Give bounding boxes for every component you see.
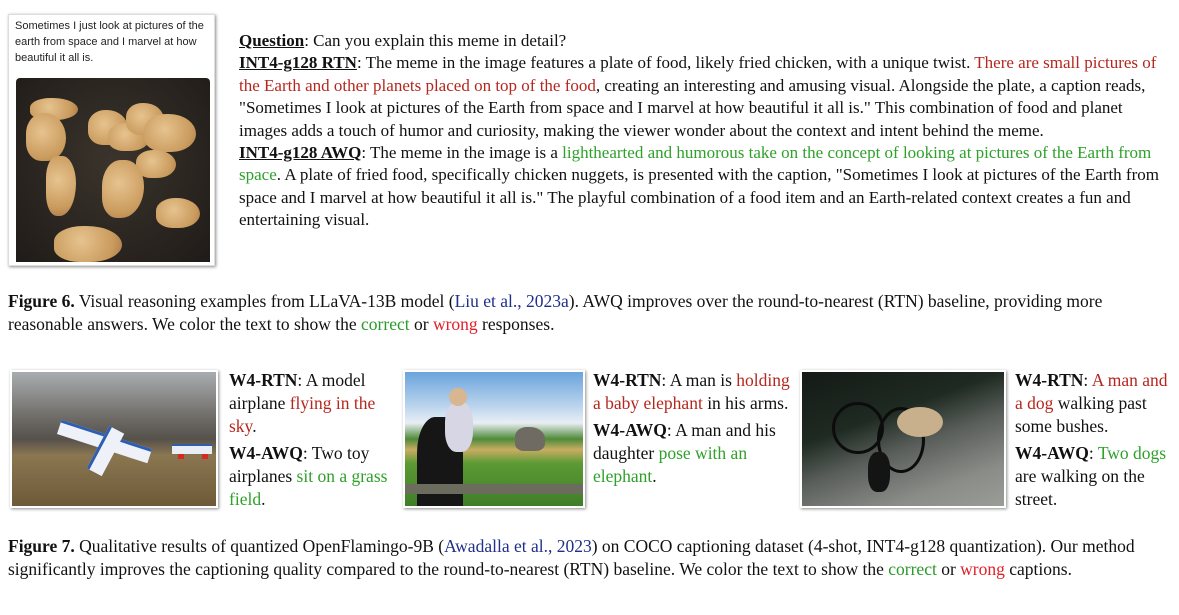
- citation-link[interactable]: Liu et al., 2023a: [454, 291, 569, 311]
- figure6-qa-text: [239, 30, 1169, 232]
- caption-text: ). AWQ improves over the round-to-nearest (RTN) baseline, providing more reasonable answers. We color the text to show the: [8, 291, 1103, 334]
- caption-text: captions.: [1004, 559, 1072, 579]
- question-label: Question: [239, 31, 305, 50]
- caption-text: Visual reasoning examples from LLaVA-13B model (: [74, 291, 455, 311]
- awq-label: W4-AWQ: [229, 443, 303, 463]
- airplanes-photo: [10, 370, 218, 508]
- meme-caption-text: Sometimes I just look at pictures of the earth from space and I marvel at how beautiful it all is.: [15, 20, 204, 64]
- rtn-text: .: [252, 416, 257, 436]
- rtn-text-after: , creating an interesting and amusing visual. Alongside the plate, a caption reads, "Sometimes I look at pictures of the Earth from space and I marvel at how beautiful it all is." This combination of food and planet images adds a touch of humor and curiosity, making the viewer wonder about the context and intent behind the meme.: [239, 75, 1146, 140]
- citation-link[interactable]: Awadalla et al., 2023: [444, 536, 592, 556]
- dogs-photo: [800, 370, 1006, 508]
- wrong-label: wrong: [960, 559, 1005, 579]
- caption-text: responses.: [477, 314, 555, 334]
- rtn-label: W4-RTN: [593, 370, 662, 390]
- awq-label: INT4-g128 AWQ: [239, 143, 362, 163]
- awq-label: W4-AWQ: [1015, 443, 1089, 463]
- rtn-text: : A model airplane: [229, 370, 366, 413]
- rtn-wrong-text: There are small pictures of the Earth and other planets placed on top of the food: [239, 53, 1157, 95]
- rtn-wrong-text: holding a baby elephant: [593, 370, 790, 413]
- awq-correct-text: sit on a grass field: [229, 466, 388, 509]
- example-dogs-text: [1015, 369, 1175, 511]
- rtn-label: W4-RTN: [1015, 370, 1084, 390]
- question-text: : Can you explain this meme in detail?: [304, 31, 567, 50]
- caption-text: ) on COCO captioning dataset (4-shot, INT4-g128 quantization). Our method significantly improves the captioning quality compared to the round-to-nearest (RTN) baseline. We color the text to show the: [8, 536, 1135, 579]
- awq-text-before: : The meme in the image is a: [361, 143, 563, 163]
- rtn-text-before: : The meme in the image features a plate of food, likely fried chicken, with a unique twist.: [356, 53, 975, 73]
- awq-text: .: [652, 466, 657, 486]
- figure7-label: Figure 7.: [8, 536, 75, 556]
- correct-label: correct: [888, 559, 937, 579]
- rtn-label: W4-RTN: [229, 370, 298, 390]
- awq-answer: [239, 142, 1169, 232]
- rtn-answer: [239, 52, 1169, 142]
- rtn-wrong-text: flying in the sky: [229, 393, 376, 436]
- awq-text-after: . A plate of fried food, specifically chicken nuggets, is presented with the caption, "Sometimes I look at pictures of the Earth from space and I marvel at how beautiful it all is." The playful combination of a food item and an Earth-related context creates a fun and entertaining visual.: [239, 165, 1159, 230]
- nuggets-photo: [16, 78, 210, 262]
- wrong-label: wrong: [432, 314, 478, 334]
- awq-text: :: [1088, 443, 1098, 463]
- example-elephant-text: [593, 369, 793, 488]
- elephant-photo: [403, 370, 585, 508]
- figure7-caption: [8, 535, 1173, 581]
- rtn-text: walking past some bushes.: [1015, 393, 1147, 436]
- caption-text: or: [409, 314, 433, 334]
- figure6-label: Figure 6.: [8, 291, 75, 311]
- awq-text: .: [261, 489, 266, 509]
- rtn-wrong-text: A man and a dog: [1015, 370, 1168, 413]
- rtn-text: :: [1083, 370, 1092, 390]
- meme-image-card: [8, 14, 215, 266]
- awq-correct-text: pose with an elephant: [593, 443, 748, 486]
- awq-label: W4-AWQ: [593, 420, 667, 440]
- figure6-caption: [8, 290, 1173, 336]
- awq-text: : Two toy airplanes: [229, 443, 370, 486]
- awq-text: : A man and his daughter: [593, 420, 776, 463]
- caption-text: or: [936, 559, 961, 579]
- rtn-text: : A man is: [661, 370, 737, 390]
- awq-correct-text: Two dogs: [1097, 443, 1167, 463]
- correct-label: correct: [361, 314, 410, 334]
- caption-text: Qualitative results of quantized OpenFlamingo-9B (: [74, 536, 445, 556]
- awq-text: are walking on the street.: [1015, 466, 1145, 509]
- example-airplanes-text: [229, 369, 394, 511]
- rtn-label: INT4-g128 RTN: [239, 53, 357, 73]
- awq-correct-text: lighthearted and humorous take on the concept of looking at pictures of the Earth from space: [239, 143, 1152, 185]
- rtn-text: in his arms.: [702, 393, 789, 413]
